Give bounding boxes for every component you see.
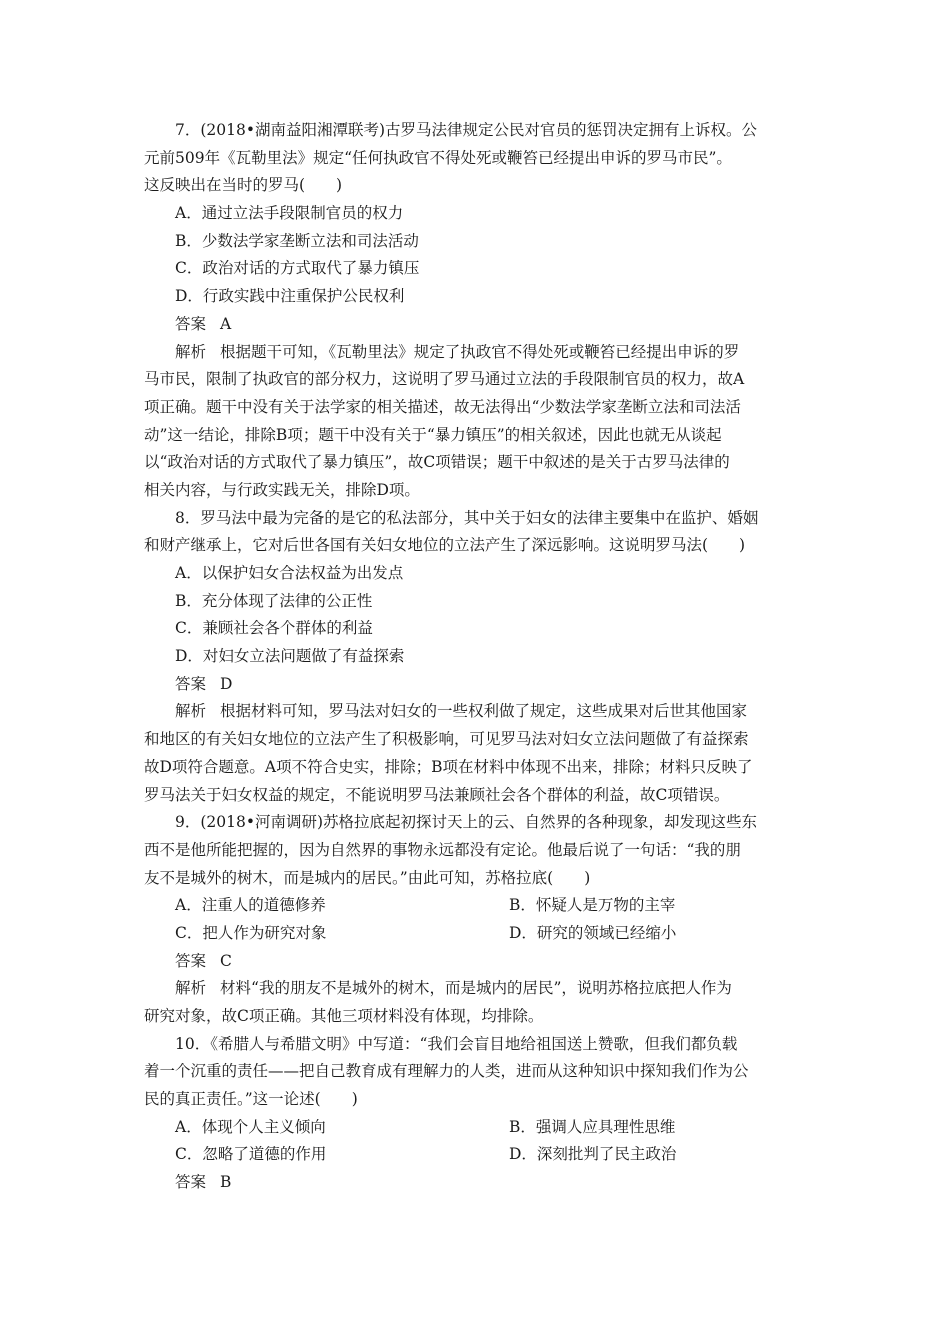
analysis-text: 相关内容，与行政实践无关，排除D项。 [144, 480, 420, 499]
analysis-line [144, 339, 806, 367]
question-stem-line: 友不是城外的树木，而是城内的居民。”由此可知，苏格拉底( ) [144, 868, 591, 887]
question-8 [144, 505, 806, 810]
answer-label: 答案 [175, 951, 207, 970]
question-stem-line: 民的真正责任。”这一论述( ) [144, 1090, 358, 1109]
option-row [144, 1114, 806, 1142]
question-stem-line: 着一个沉重的责任——把自己教育成有理解力的人类，进而从这种知识中探知我们作为公 [144, 1062, 749, 1081]
question-stem-line: 和财产继承上，它对后世各国有关妇女地位的立法产生了深远影响。这说明罗马法( ) [144, 536, 746, 555]
analysis-text: 罗马法关于妇女权益的规定，不能说明罗马法兼顾社会各个群体的利益，故C项错误。 [144, 785, 730, 804]
option-a: A．以保护妇女合法权益为出发点 [175, 564, 404, 582]
option-row [144, 892, 806, 920]
analysis-text: 马市民，限制了执政官的部分权力，这说明了罗马通过立法的手段限制官员的权力，故A [144, 370, 745, 389]
question-stem-line: 10．《希腊人与希腊文明》中写道：“我们会盲目地给祖国送上赞歌，但我们都负载 [175, 1034, 738, 1053]
analysis-text: 研究对象，故C项正确。其他三项材料没有体现，均排除。 [144, 1007, 544, 1025]
option-d: D．对妇女立法问题做了有益探索 [175, 647, 405, 666]
answer-value: C [220, 951, 232, 970]
answer-value: A [220, 314, 232, 333]
analysis-line [144, 698, 806, 726]
option-a: A．注重人的道德修养 [175, 896, 326, 915]
option-b: B．少数法学家垄断立法和司法活动 [175, 231, 419, 250]
answer-label: 答案 [175, 314, 207, 333]
analysis-text: 根据材料可知，罗马法对妇女的一些权利做了规定，这些成果对后世其他国家 [220, 702, 748, 721]
option-a: A．通过立法手段限制官员的权力 [175, 204, 404, 223]
question-stem-line: 西不是他所能把握的，因为自然界的事物永远都没有定论。他最后说了一句话：“我的朋 [144, 840, 741, 859]
answer-line [144, 948, 806, 976]
analysis-label: 解析 [175, 979, 207, 998]
answer-value: D [220, 674, 233, 693]
analysis-text: 项正确。题干中没有关于法学家的相关描述，故无法得出“少数法学家垄断立法和司法活 [144, 397, 741, 416]
option-b: B．强调人应具理性思维 [509, 1117, 676, 1136]
answer-line [144, 1169, 806, 1197]
option-b: B．怀疑人是万物的主宰 [509, 896, 676, 915]
analysis-text: 和地区的有关妇女地位的立法产生了积极影响，可见罗马法对妇女立法问题做了有益探索 [144, 730, 749, 749]
answer-value: B [220, 1173, 232, 1192]
analysis-line [144, 975, 806, 1003]
analysis-text: 以“政治对话的方式取代了暴力镇压”，故C项错误；题干中叙述的是关于古罗马法律的 [144, 453, 730, 472]
answer-label: 答案 [175, 674, 207, 693]
question-list [144, 117, 806, 1197]
option-a: A．体现个人主义倾向 [175, 1117, 326, 1136]
option-d: D．研究的领域已经缩小 [509, 923, 677, 942]
option-c: C．兼顾社会各个群体的利益 [175, 619, 373, 638]
question-stem-line: 7．(2018•湖南益阳湘潭联考)古罗马法律规定公民对官员的惩罚决定拥有上诉权。公 [175, 121, 758, 139]
answer-label: 答案 [175, 1173, 207, 1192]
option-b: B．充分体现了法律的公正性 [175, 591, 373, 610]
question-stem-line: 元前509年《瓦勒里法》规定“任何执政官不得处死或鞭笞已经提出申诉的罗马市民”。 [144, 148, 732, 167]
question-10 [144, 1031, 806, 1197]
option-c: C．政治对话的方式取代了暴力镇压 [175, 259, 420, 278]
option-row [144, 1141, 806, 1169]
option-c: C．忽略了道德的作用 [175, 1145, 327, 1164]
analysis-text: 根据题干可知，《瓦勒里法》规定了执政官不得处死或鞭笞已经提出申诉的罗 [220, 342, 740, 361]
analysis-text: 故D项符合题意。A项不符合史实，排除；B项在材料中体现不出来，排除；材料只反映了 [144, 757, 753, 776]
analysis-text: 材料“我的朋友不是城外的树木，而是城内的居民”，说明苏格拉底把人作为 [220, 979, 732, 998]
analysis-label: 解析 [175, 702, 207, 721]
option-d: D．深刻批判了民主政治 [509, 1145, 677, 1164]
analysis-text: 动”这一结论，排除B项；题干中没有关于“暴力镇压”的相关叙述，因此也就无从谈起 [144, 425, 722, 444]
analysis-label: 解析 [175, 342, 207, 361]
question-stem-line: 9．(2018•河南调研)苏格拉底起初探讨天上的云、自然界的各种现象，却发现这些东 [175, 813, 758, 832]
question-stem-line: 8．罗马法中最为完备的是它的私法部分，其中关于妇女的法律主要集中在监护、婚姻 [175, 508, 759, 527]
option-row [144, 920, 806, 948]
question-9 [144, 809, 806, 1031]
answer-line [144, 311, 806, 339]
question-stem-line: 这反映出在当时的罗马( ) [144, 176, 343, 195]
option-d: D．行政实践中注重保护公民权利 [175, 287, 405, 306]
option-c: C．把人作为研究对象 [175, 923, 327, 942]
question-7 [144, 117, 806, 505]
answer-line [144, 671, 806, 699]
